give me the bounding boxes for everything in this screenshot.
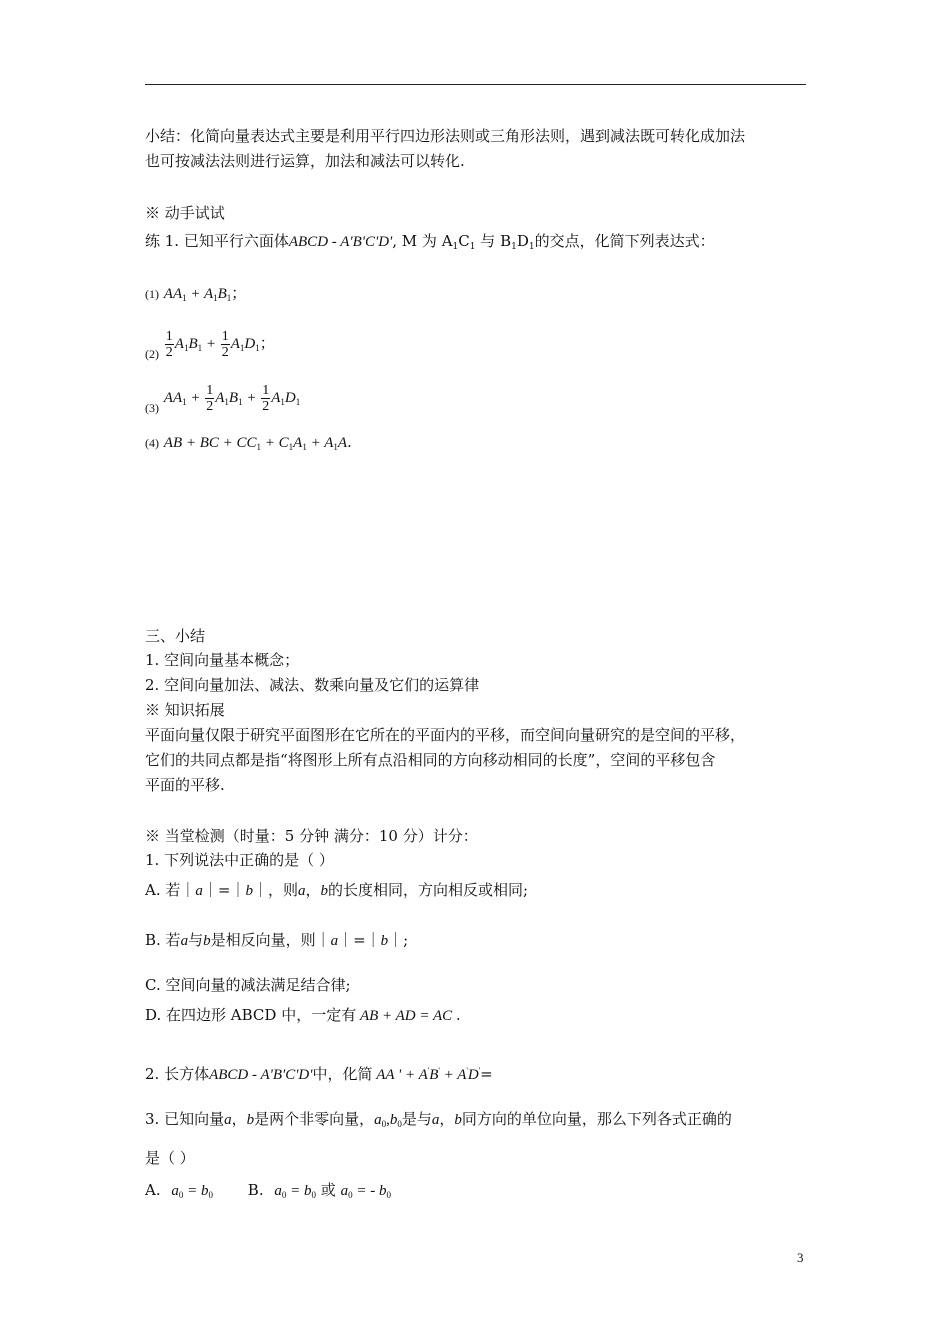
fraction-half: $\frac{1}{2}$ [221, 328, 229, 360]
test-question-3: 3. 已知向量a，b是两个非零向量，$a_0,b_0$是与a，b同方向的单位向量，那么下列各式正确的 [145, 1110, 732, 1129]
q3-option-b-label: B. [247, 1181, 264, 1199]
q1-suffix: 的交点，化简下列表达式： [534, 232, 715, 250]
option-b: B. 若a与b是相反向量，则｜a｜=｜b｜; [145, 931, 409, 949]
summary-line-1: 小结：化简向量表达式主要是利用平行四边形法则或三角形法则，遇到减法既可转化成加法 [145, 127, 746, 145]
fraction-half: $\frac{1}{2}$ [165, 328, 173, 360]
q3-or: 或 [320, 1181, 336, 1199]
option-d: D. 在四边形 ABCD 中，一定有 AB + AD = AC . [145, 1006, 461, 1024]
expr-tail: ； [259, 334, 275, 352]
section-title: 三、小结 [145, 627, 206, 645]
fraction-half: $\frac{1}{2}$ [206, 382, 214, 414]
point-b: B [500, 232, 512, 250]
option-a: A. 若｜a｜=｜b｜，则a，b的长度相同，方向相反或相同; [145, 881, 529, 899]
point-a: A [441, 232, 453, 250]
point-c: C [458, 232, 470, 250]
sub-1: 1 [511, 242, 517, 252]
expr-label: (4) [145, 436, 159, 450]
q3-option-a-label: A. [145, 1181, 161, 1199]
point-d: D [516, 232, 529, 250]
solid-name: ABCD - A'B'C'D' [288, 234, 393, 250]
sub-1: 1 [528, 242, 535, 252]
summary-line-2: 也可按减法法则进行运算，加法和减法可以转化. [145, 152, 465, 170]
option-c: C. 空间向量的减法满足结合律; [145, 976, 351, 994]
practice-heading: ※ 动手试试 [145, 204, 225, 222]
test-heading: ※ 当堂检测（时量：5 分钟 满分：10 分）计分： [145, 827, 478, 845]
expr-label: (2) [145, 347, 159, 361]
test-question-3-line-2: 是（ ） [145, 1149, 195, 1167]
expr-label: (3) [145, 401, 159, 415]
header-rule [145, 84, 806, 85]
q1-prefix: 练 1. 已知平行六面体 [145, 232, 289, 250]
summary-point-1: 1. 空间向量基本概念； [145, 651, 300, 669]
extension-line-2: 它们的共同点都是指“将图形上所有点沿相同的方向移动相同的长度”，空间的平移包含 [145, 751, 716, 769]
sub-1: 1 [469, 242, 476, 252]
sub-1: 1 [452, 242, 459, 252]
expr-4: (4) AB + BC + $CC_1 + C_1A_1 + A_1A$. [145, 433, 352, 452]
q1-and: 与 [480, 232, 496, 250]
expr-1 [145, 283, 246, 308]
summary-point-2: 2. 空间向量加法、减法、数乘向量及它们的运算律 [145, 676, 480, 694]
page-number: 3 [797, 1250, 804, 1265]
extension-heading: ※ 知识拓展 [145, 701, 225, 719]
q3-options: A. $a_0 = b_0$ B. $a_0 = b_0$ 或 $a_0$ = - $b_0$ [145, 1181, 391, 1200]
expr-tail: . [347, 433, 352, 451]
fraction-half: $\frac{1}{2}$ [262, 382, 270, 414]
expr-2: $_{(2)}$ $\frac{1}{2}$ $A_1B_1$ + $\frac{1}{2}$ $A_1D_1$； [145, 328, 275, 361]
expr-1-math: $AA_1 + A_1B_1$ [163, 286, 232, 303]
extension-line-1: 平面向量仅限于研究平面图形在它所在的平面内的平移，而空间向量研究的是空间的平移， [145, 726, 746, 744]
expr-3: $_{(3)}$ $AA_1$ + $\frac{1}{2}$ $A_1B_1$ + $\frac{1}{2}$ $A_1D_1$ [145, 382, 301, 415]
practice-question-1 [145, 231, 715, 257]
q1-mid: , M 为 [392, 232, 437, 250]
expr-label: (1) [145, 287, 159, 301]
test-question-2: 2. 长方体ABCD - A'B'C'D'中，化简 AA ' + A'B' + A'D'= [145, 1065, 493, 1083]
test-question-1: 1. 下列说法中正确的是（ ） [145, 851, 334, 869]
expr-tail: ； [231, 284, 247, 302]
extension-line-3: 平面的平移. [145, 776, 225, 794]
